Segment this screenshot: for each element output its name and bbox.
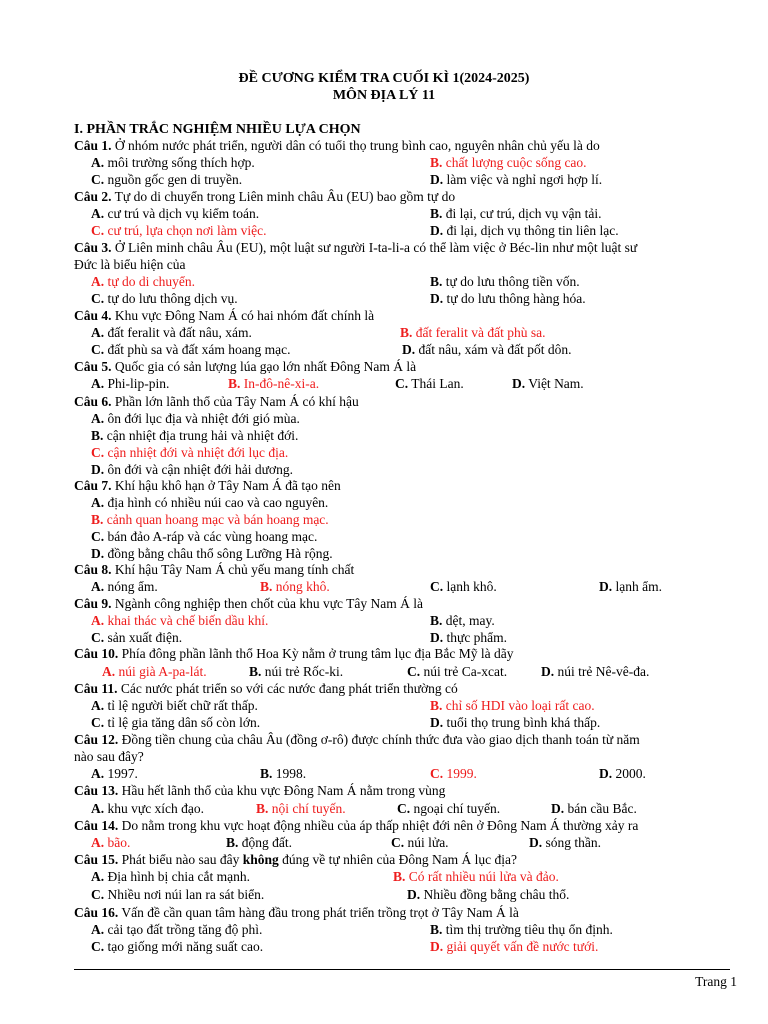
q2-option-b: B. đi lại, cư trú, dịch vụ vận tải. xyxy=(430,206,602,221)
q2-option-a: A. cư trú và dịch vụ kiểm toán. xyxy=(91,206,260,221)
q3-option-c: C. tự do lưu thông dịch vụ. xyxy=(91,291,238,306)
q7-option-c: C. bán đảo A-ráp và các vùng hoang mạc. xyxy=(91,529,318,544)
q6-option-c-answer: C. cận nhiệt đới và nhiệt đới lục địa. xyxy=(91,445,289,460)
q15-option-b-answer: B. Có rất nhiều núi lửa và đảo. xyxy=(393,869,559,884)
q6-option-d: D. ôn đới và cận nhiệt đới hải dương. xyxy=(91,462,293,477)
q14-option-a-answer: A. bão. xyxy=(91,835,131,850)
q1-option-d: D. làm việc và nghỉ ngơi hợp lí. xyxy=(430,172,603,187)
document-subtitle: MÔN ĐỊA LÝ 11 xyxy=(332,88,436,103)
q7-option-d: D. đồng bằng châu thổ sông Lưỡng Hà rộng. xyxy=(91,546,333,561)
q11-option-b-answer: B. chỉ số HDI vào loại rất cao. xyxy=(430,698,595,713)
q11-option-a: A. tỉ lệ người biết chữ rất thấp. xyxy=(91,698,258,713)
q1-option-b-answer: B. chất lượng cuộc sống cao. xyxy=(430,155,587,170)
q2-option-c-answer: C. cư trú, lựa chọn nơi làm việc. xyxy=(91,223,267,238)
q5-option-a: A. Phi-lip-pin. xyxy=(91,376,170,391)
q14-option-b: B. động đất. xyxy=(226,835,293,850)
q3-option-d: D. tự do lưu thông hàng hóa. xyxy=(430,291,586,306)
q16-option-a: A. cải tạo đất trồng tăng độ phì. xyxy=(91,922,263,937)
q4-option-c: C. đất phù sa và đất xám hoang mạc. xyxy=(91,342,291,357)
q14-option-d: D. sóng thần. xyxy=(529,835,601,850)
footer-divider xyxy=(74,969,730,970)
q13-option-a: A. khu vực xích đạo. xyxy=(91,801,205,816)
q1-option-c: C. nguồn gốc gen di truyền. xyxy=(91,172,243,187)
q15-option-d: D. Nhiều đồng bằng châu thổ. xyxy=(407,887,570,902)
question-16: Câu 16. Vấn đề cần quan tâm hàng đầu trong phát triển trồng trọt ở Tây Nam Á là xyxy=(74,905,519,920)
question-8: Câu 8. Khí hậu Tây Nam Á chủ yếu mang tính chất xyxy=(74,562,355,577)
question-15: Câu 15. Phát biểu nào sau đây không đúng về tự nhiên của Đông Nam Á lục địa? xyxy=(74,852,518,867)
question-9: Câu 9. Ngành công nghiệp then chốt của khu vực Tây Nam Á là xyxy=(74,596,423,611)
question-12-continued: nào sau đây? xyxy=(74,749,144,764)
question-2: Câu 2. Tự do di chuyển trong Liên minh châu Âu (EU) bao gồm tự do xyxy=(74,189,456,204)
q11-option-c: C. tỉ lệ gia tăng dân số còn lớn. xyxy=(91,715,261,730)
q13-option-b-answer: B. nội chí tuyến. xyxy=(256,801,346,816)
q8-option-a: A. nóng ẩm. xyxy=(91,579,158,594)
q10-option-d: D. núi trẻ Nê-vê-đa. xyxy=(541,664,650,679)
q9-option-b: B. dệt, may. xyxy=(430,613,495,628)
q5-option-d: D. Việt Nam. xyxy=(512,376,584,391)
q13-option-c: C. ngoại chí tuyến. xyxy=(397,801,501,816)
q3-option-b: B. tự do lưu thông tiền vốn. xyxy=(430,274,580,289)
document-title: ĐỀ CƯƠNG KIỂM TRA CUỐI KÌ 1(2024-2025) xyxy=(238,71,530,86)
question-4: Câu 4. Khu vực Đông Nam Á có hai nhóm đất chính là xyxy=(74,308,375,323)
q1-option-a: A. môi trường sống thích hợp. xyxy=(91,155,255,170)
question-12: Câu 12. Đồng tiền chung của châu Âu (đồng ơ-rô) được chính thức đưa vào giao dịch thanh toán từ năm xyxy=(74,732,640,747)
question-3: Câu 3. Ở Liên minh châu Âu (EU), một luật sư người I-ta-li-a có thể làm việc ở Béc-lin như một luật sư xyxy=(74,240,638,255)
question-7: Câu 7. Khí hậu khô hạn ở Tây Nam Á đã tạo nên xyxy=(74,478,341,493)
section-title: I. PHẦN TRẮC NGHIỆM NHIỀU LỰA CHỌN xyxy=(74,122,361,137)
question-13: Câu 13. Hầu hết lãnh thổ của khu vực Đông Nam Á nằm trong vùng xyxy=(74,783,446,798)
q14-option-c: C. núi lửa. xyxy=(391,835,449,850)
question-1: Câu 1. Ở nhóm nước phát triển, người dân có tuổi thọ trung bình cao, nguyên nhân chủ yếu là do xyxy=(74,138,600,153)
q12-option-d: D. 2000. xyxy=(599,766,646,781)
q9-option-a-answer: A. khai thác và chế biến dầu khí. xyxy=(91,613,269,628)
q2-option-d: D. đi lại, dịch vụ thông tin liên lạc. xyxy=(430,223,619,238)
q8-option-d: D. lạnh ẩm. xyxy=(599,579,662,594)
q6-option-a: A. ôn đới lục địa và nhiệt đới gió mùa. xyxy=(91,411,300,426)
q9-option-d: D. thực phẩm. xyxy=(430,630,508,645)
q12-option-a: A. 1997. xyxy=(91,766,138,781)
q5-option-b-answer: B. In-đô-nê-xi-a. xyxy=(228,376,320,391)
q4-option-a: A. đất feralit và đất nâu, xám. xyxy=(91,325,252,340)
q15-option-c: C. Nhiều nơi núi lan ra sát biển. xyxy=(91,887,265,902)
q13-option-d: D. bán cầu Bắc. xyxy=(551,801,637,816)
q4-option-d: D. đất nâu, xám và đất pốt dôn. xyxy=(402,342,572,357)
q15-option-a: A. Địa hình bị chia cắt mạnh. xyxy=(91,869,250,884)
q6-option-b: B. cận nhiệt địa trung hải và nhiệt đới. xyxy=(91,428,299,443)
q16-option-b: B. tìm thị trường tiêu thụ ổn định. xyxy=(430,922,613,937)
question-11: Câu 11. Các nước phát triển so với các nước đang phát triển thường có xyxy=(74,681,458,696)
page-number: Trang 1 xyxy=(695,974,737,989)
q9-option-c: C. sản xuất điện. xyxy=(91,630,183,645)
q5-option-c: C. Thái Lan. xyxy=(395,376,464,391)
q16-option-d-answer: D. giải quyết vấn đề nước tưới. xyxy=(430,939,599,954)
q11-option-d: D. tuổi thọ trung bình khá thấp. xyxy=(430,715,601,730)
q7-option-a: A. địa hình có nhiều núi cao và cao nguyên. xyxy=(91,495,329,510)
q4-option-b-answer: B. đất feralit và đất phù sa. xyxy=(400,325,546,340)
question-6: Câu 6. Phần lớn lãnh thổ của Tây Nam Á có khí hậu xyxy=(74,394,359,409)
q12-option-b: B. 1998. xyxy=(260,766,307,781)
question-5: Câu 5. Quốc gia có sản lượng lúa gạo lớn nhất Đông Nam Á là xyxy=(74,359,417,374)
q8-option-c: C. lạnh khô. xyxy=(430,579,497,594)
q10-option-b: B. núi trẻ Rốc-ki. xyxy=(249,664,344,679)
q12-option-c-answer: C. 1999. xyxy=(430,766,477,781)
question-14: Câu 14. Do nằm trong khu vực hoạt động nhiều của áp thấp nhiệt đới nên ở Đông Nam Á thường xảy ra xyxy=(74,818,639,833)
question-3-continued: Đức là biểu hiện của xyxy=(74,257,186,272)
q8-option-b-answer: B. nóng khô. xyxy=(260,579,330,594)
q10-option-a-answer: A. núi già A-pa-lát. xyxy=(102,664,207,679)
q3-option-a-answer: A. tự do di chuyển. xyxy=(91,274,196,289)
q10-option-c: C. núi trẻ Ca-xcat. xyxy=(407,664,508,679)
q16-option-c: C. tạo giống mới năng suất cao. xyxy=(91,939,264,954)
question-10: Câu 10. Phía đông phần lãnh thổ Hoa Kỳ nằm ở trung tâm lục địa Bắc Mỹ là dãy xyxy=(74,646,514,661)
q7-option-b-answer: B. cảnh quan hoang mạc và bán hoang mạc. xyxy=(91,512,329,527)
